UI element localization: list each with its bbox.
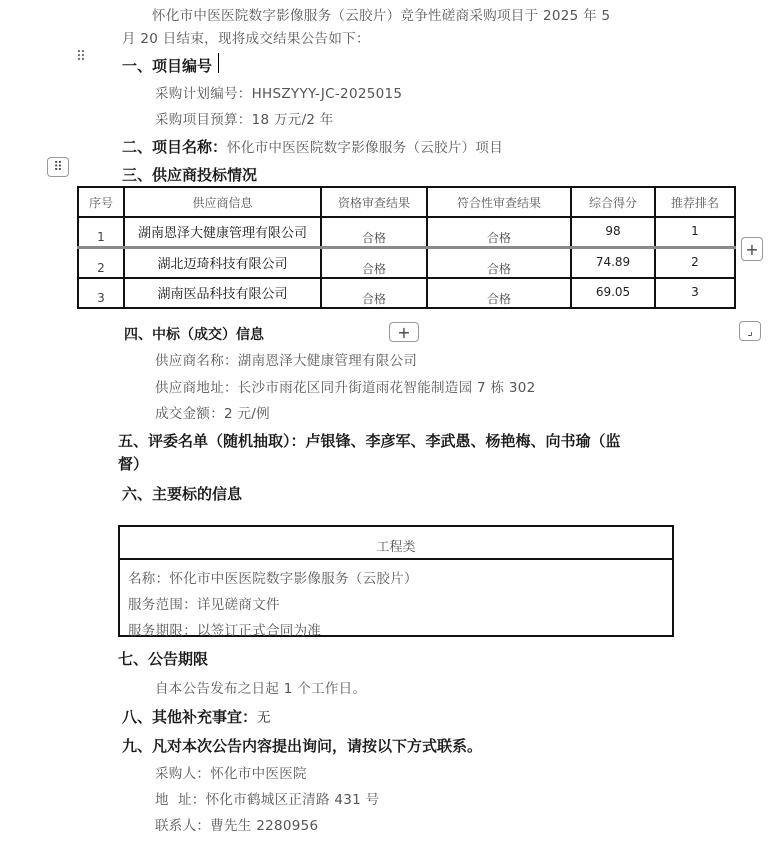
project-budget: 采购项目预算：18 万元/2 年 <box>155 112 334 128</box>
box-title: 工程类 <box>120 527 672 560</box>
main-subject-box <box>118 525 674 637</box>
cell-rank: 1 <box>655 217 735 248</box>
subject-scope: 服务范围：详见磋商文件 <box>128 597 280 613</box>
cell-rank: 3 <box>655 278 735 308</box>
text-cursor <box>218 53 219 73</box>
header-compliance: 符合性审查结果 <box>427 187 571 217</box>
section-reviewers-line-2: 督） <box>118 455 149 473</box>
resize-corner-icon: ⌟ <box>747 324 753 338</box>
award-supplier-address: 供应商地址：长沙市雨花区同升街道雨花智能制造园 7 栋 302 <box>155 380 536 396</box>
plus-icon: + <box>745 239 759 259</box>
table-row <box>78 248 735 279</box>
bid-table <box>77 186 736 309</box>
cell-supplier: 湖北迈琦科技有限公司 <box>124 248 321 279</box>
cell-index: 2 <box>78 248 124 279</box>
table-handle-button[interactable] <box>47 157 69 177</box>
cell-compliance: 合格 <box>427 278 571 308</box>
intro-line-2: 月 20 日结束，现将成交结果公告如下： <box>122 31 370 47</box>
table-row <box>78 278 735 308</box>
section-heading-project-number: 一、项目编号 <box>122 57 213 75</box>
cell-qualification: 合格 <box>321 217 427 248</box>
section-heading-other-matters: 八、其他补充事宜： <box>122 708 258 726</box>
header-supplier: 供应商信息 <box>124 187 321 217</box>
other-matters-value: 无 <box>257 710 271 726</box>
contact-person: 联系人：曹先生 2280956 <box>155 818 319 834</box>
section-project-name <box>122 136 503 157</box>
cell-score: 69.05 <box>571 278 655 308</box>
notice-period-text: 自本公告发布之日起 1 个工作日。 <box>155 681 367 697</box>
cell-supplier: 湖南恩泽大健康管理有限公司 <box>124 217 321 248</box>
intro-line-1: 怀化市中医医院数字影像服务（云胶片）竞争性磋商采购项目于 2025 年 5 <box>152 8 611 24</box>
procurement-plan-number: 采购计划编号：HHSZYYY-JC-2025015 <box>155 86 403 102</box>
section-heading-notice-period: 七、公告期限 <box>118 650 209 668</box>
bid-table-header-row <box>78 187 735 217</box>
award-supplier-name: 供应商名称：湖南恩泽大健康管理有限公司 <box>155 353 418 369</box>
section-heading-contact: 九、凡对本次公告内容提出询问，请按以下方式联系。 <box>122 737 483 755</box>
cell-supplier: 湖南医品科技有限公司 <box>124 278 321 308</box>
block-drag-handle-icon[interactable]: ⠿ <box>75 49 85 65</box>
section-other-matters <box>122 706 271 727</box>
section-heading-award: 四、中标（成交）信息 <box>124 327 264 343</box>
cell-qualification: 合格 <box>321 278 427 308</box>
header-score: 综合得分 <box>571 187 655 217</box>
section-heading-main-subject: 六、主要标的信息 <box>122 485 243 503</box>
section-heading-bids: 三、供应商投标情况 <box>122 166 258 184</box>
header-qualification: 资格审查结果 <box>321 187 427 217</box>
subject-name: 名称：怀化市中医医院数字影像服务（云胶片） <box>128 571 418 587</box>
table-resize-button[interactable] <box>739 321 761 341</box>
table-row <box>78 217 735 248</box>
cell-score: 98 <box>571 217 655 248</box>
cell-score: 74.89 <box>571 248 655 279</box>
cell-index: 3 <box>78 278 124 308</box>
section-reviewers-line-1: 五、评委名单（随机抽取）：卢银锋、李彦军、李武愚、杨艳梅、向书瑜（监 <box>118 432 621 450</box>
cell-compliance: 合格 <box>427 217 571 248</box>
header-index: 序号 <box>78 187 124 217</box>
add-row-button[interactable] <box>389 322 419 342</box>
project-name-value: 怀化市中医医院数字影像服务（云胶片）项目 <box>227 140 504 156</box>
table-handle-icon: ⠿ <box>53 159 63 175</box>
plus-icon: + <box>397 322 411 342</box>
cell-compliance: 合格 <box>427 248 571 279</box>
contact-address: 地 址：怀化市鹤城区正清路 431 号 <box>155 792 380 808</box>
section-heading-project-name: 二、项目名称： <box>122 138 228 156</box>
cell-qualification: 合格 <box>321 248 427 279</box>
header-rank: 推荐排名 <box>655 187 735 217</box>
award-amount: 成交金额：2 元/例 <box>155 406 270 422</box>
contact-purchaser: 采购人：怀化市中医医院 <box>155 766 307 782</box>
cell-rank: 2 <box>655 248 735 279</box>
subject-term: 服务期限：以签订正式合同为准 <box>128 623 322 639</box>
add-column-button[interactable] <box>741 237 763 261</box>
cell-index: 1 <box>78 217 124 248</box>
